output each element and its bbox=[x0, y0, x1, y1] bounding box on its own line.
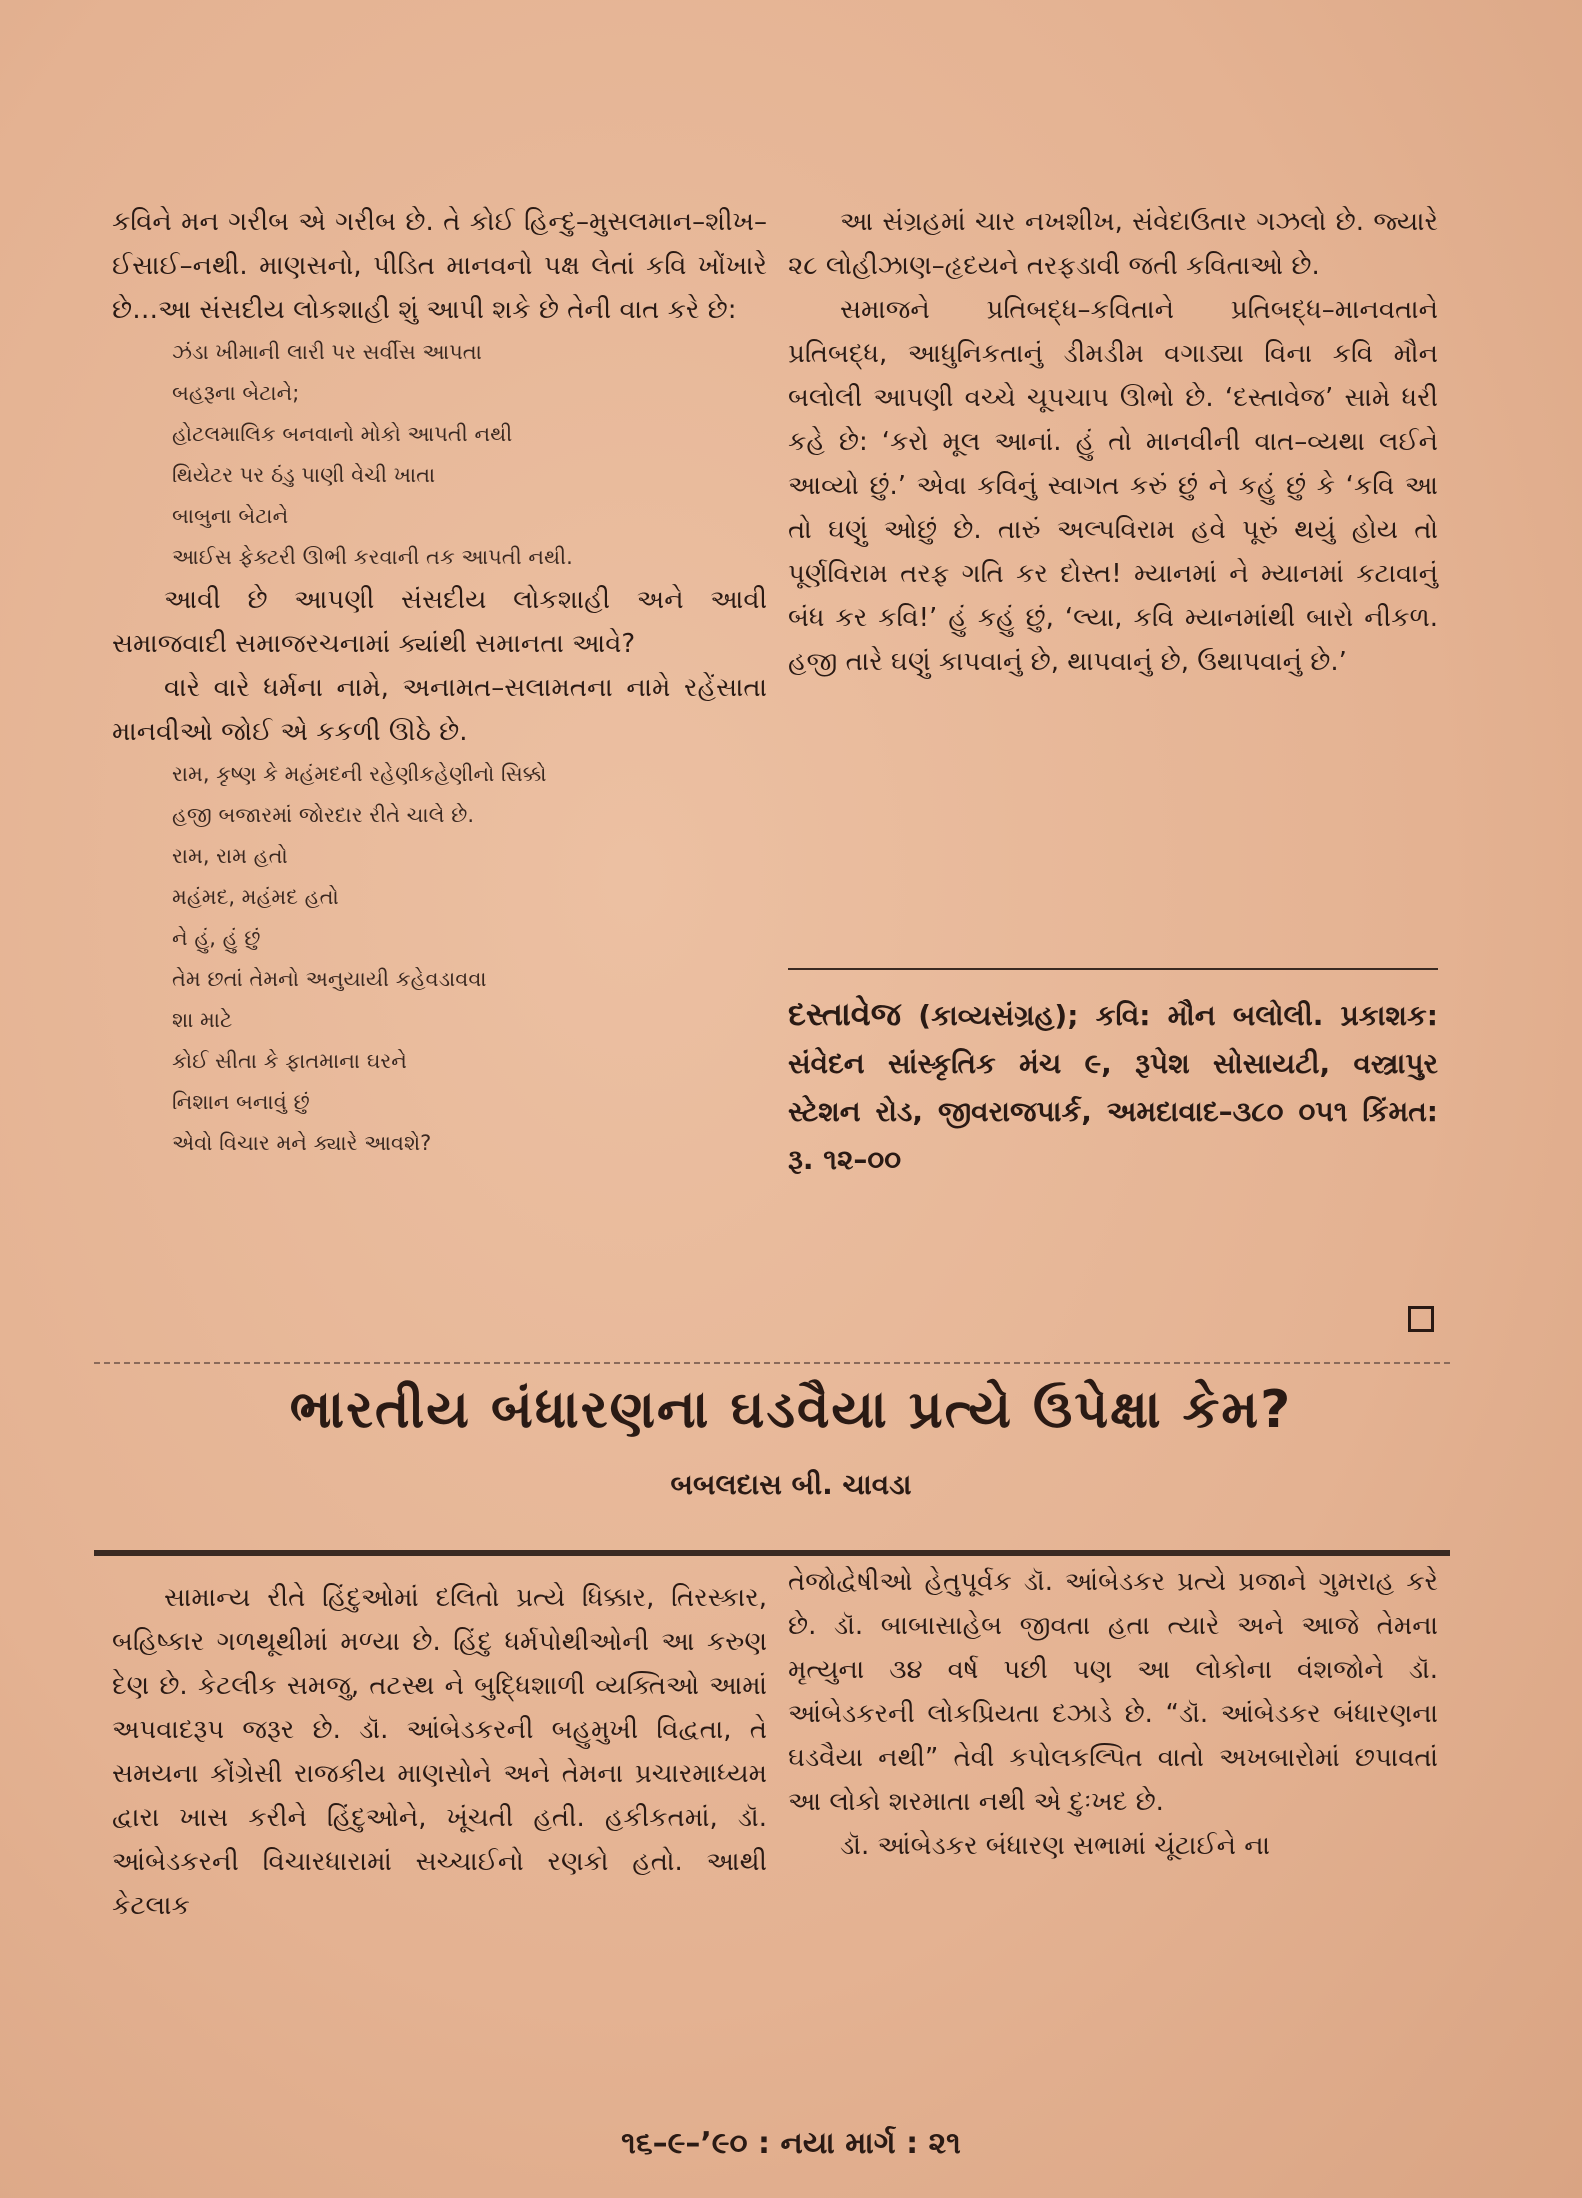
paragraph: ડૉ. આંબેડકર બંધારણ સભામાં ચૂંટાઈને ના bbox=[840, 1831, 1270, 1861]
poem-line: તેમ છતાં તેમનો અનુયાયી કહેવડાવવા bbox=[172, 967, 487, 991]
paragraph: આ સંગ્રહમાં ચાર નખશીખ, સંવેદાઉતાર ગઝલો છે. જ્યારે ૨૮ લોહીઝાણ–હૃદયને તરફડાવી જતી કવિતાઓ છે. bbox=[788, 207, 1438, 281]
poem-line: આઈસ ફેક્ટરી ઊભી કરવાની તક આપતી નથી. bbox=[172, 545, 573, 569]
book-info bbox=[788, 990, 1438, 1184]
poem-line: હોટલમાલિક બનવાનો મોકો આપતી નથી bbox=[172, 422, 513, 446]
poem-block bbox=[112, 754, 767, 1164]
book-title: દસ્તાવેજ bbox=[788, 995, 901, 1033]
article-title: ભારતીય બંધારણના ઘડવૈયા પ્રત્યે ઉપેક્ષા કેમ? bbox=[289, 1380, 1293, 1440]
poem-line: રામ, કૃષ્ણ કે મહંમદની રહેણીકહેણીનો સિક્કો bbox=[172, 762, 547, 786]
poem-line: એવો વિચાર મને ક્યારે આવશે? bbox=[172, 1131, 432, 1155]
paragraph: તેજોદ્વેષીઓ હેતુપૂર્વક ડૉ. આંબેડકર પ્રત્યે પ્રજાને ગુમરાહ કરે છે. ડૉ. બાબાસાહેબ જીવતા હતા ત્યારે અને આજે તેમના મૃત્યુના ૩૪ વર્ષ પછી પણ આ લોકોના વંશજોને ડૉ. આંબેડકરની લોકપ્રિયતા દઝાડે છે. “ડૉ. આંબેડકર બંધારણના ઘડવૈયા નથી” તેવી કપોલકલ્પિત વાતો અખબારોમાં છપાવતાં આ લોકો શરમાતા નથી એ દુઃખદ છે. bbox=[788, 1567, 1438, 1817]
poem-line: બહરૂના બેટાને; bbox=[172, 381, 300, 405]
book-details: (કાવ્યસંગ્રહ); કવિ: મૌન બલોલી. પ્રકાશક: સંવેદન સાંસ્કૃતિક મંચ ૯, રૂપેશ સોસાયટી, વસ્ત્રાપુર સ્ટેશન રોડ, જીવરાજપાર્ક, અમદાવાદ–૩૮૦ ૦૫૧ કિંમત: રૂ. ૧૨–૦૦ bbox=[788, 999, 1438, 1176]
poem-line: નિશાન બનાવું છું bbox=[172, 1090, 310, 1114]
top-left-column bbox=[112, 200, 767, 1164]
top-right-column bbox=[788, 200, 1438, 684]
section-divider bbox=[94, 1362, 1450, 1364]
article-author: બબલદાસ બી. ચાવડા bbox=[670, 1468, 912, 1501]
poem-line: ને હું, હું છું bbox=[172, 926, 261, 950]
poem-line: મહંમદ, મહંમદ હતો bbox=[172, 885, 339, 909]
poem-line: રામ, રામ હતો bbox=[172, 844, 288, 868]
title-divider bbox=[94, 1550, 1450, 1556]
article-left-column bbox=[112, 1576, 767, 1928]
poem-line: થિયેટર પર ઠંડુ પાણી વેચી ખાતા bbox=[172, 463, 436, 487]
paragraph: કવિને મન ગરીબ એ ગરીબ છે. તે કોઈ હિન્દુ–મુસલમાન–શીખ–ઈસાઈ–નથી. માણસનો, પીડિત માનવનો પક્ષ લેતાં કવિ ખોંખારે છે…આ સંસદીય લોકશાહી શું આપી શકે છે તેની વાત કરે છે: bbox=[112, 207, 767, 325]
poem-line: હજી બજારમાં જોરદાર રીતે ચાલે છે. bbox=[172, 803, 475, 827]
paragraph: સામાન્ય રીતે હિંદુઓમાં દલિતો પ્રત્યે ધિક્કાર, તિરસ્કાર, બહિષ્કાર ગળથૂથીમાં મળ્યા છે. હિંદુ ધર્મપોથીઓની આ કરુણ દેણ છે. કેટલીક સમજુ, તટસ્થ ને બુદ્ધિશાળી વ્યક્તિઓ આમાં અપવાદરૂપ જરૂર છે. ડૉ. આંબેડકરની બહુમુખી વિદ્વતા, તે સમયના કોંગ્રેસી રાજકીય માણસોને અને તેમના પ્રચારમાધ્યમ દ્વારા ખાસ કરીને હિંદુઓને, ખૂંચતી હતી. હકીકતમાં, ડૉ. આંબેડકરની વિચારધારામાં સચ્ચાઈનો રણકો હતો. આથી કેટલાક bbox=[112, 1583, 767, 1921]
page-footer: ૧૬–૯–’૯૦ : નયા માર્ગ : ૨૧ bbox=[621, 2126, 961, 2161]
poem-line: શા માટે bbox=[172, 1008, 233, 1032]
article-right-column bbox=[788, 1560, 1438, 1868]
end-mark-icon bbox=[1408, 1306, 1434, 1332]
poem-line: ઝંડા ખીમાની લારી પર સર્વીસ આપતા bbox=[172, 340, 482, 364]
divider bbox=[788, 968, 1438, 970]
paragraph: આવી છે આપણી સંસદીય લોકશાહી અને આવી સમાજવાદી સમાજરચનામાં ક્યાંથી સમાનતા આવે? bbox=[112, 585, 767, 659]
poem-line: બાબુના બેટાને bbox=[172, 504, 289, 528]
poem-line: કોઈ સીતા કે ફાતમાના ઘરને bbox=[172, 1049, 407, 1073]
paragraph: વારે વારે ધર્મના નામે, અનામત–સલામતના નામે રહેંસાતા માનવીઓ જોઈ એ કકળી ઊઠે છે. bbox=[112, 673, 767, 747]
paragraph: સમાજને પ્રતિબદ્ધ–કવિતાને પ્રતિબદ્ધ–માનવતાને પ્રતિબદ્ધ, આધુનિકતાનું ડીમડીમ વગાડ્યા વિના કવિ મૌન બલોલી આપણી વચ્ચે ચૂપચાપ ઊભો છે. ‘દસ્તાવેજ’ સામે ધરી કહે છે: ‘કરો મૂલ આનાં. હું તો માનવીની વાત–વ્યથા લઈને આવ્યો છું.’ એવા કવિનું સ્વાગત કરું છું ને કહું છું કે ‘કવિ આ તો ઘણું ઓછું છે. તારું અલ્પવિરામ હવે પૂરું થયું હોય તો પૂર્ણવિરામ તરફ ગતિ કર દોસ્ત! મ્યાનમાં ને મ્યાનમાં કટાવાનું બંધ કર કવિ!’ હું કહું છું, ‘લ્યા, કવિ મ્યાનમાંથી બારો નીકળ. હજી તારે ઘણું કાપવાનું છે, થાપવાનું છે, ઉથાપવાનું છે.’ bbox=[788, 295, 1438, 677]
poem-block bbox=[112, 332, 767, 578]
